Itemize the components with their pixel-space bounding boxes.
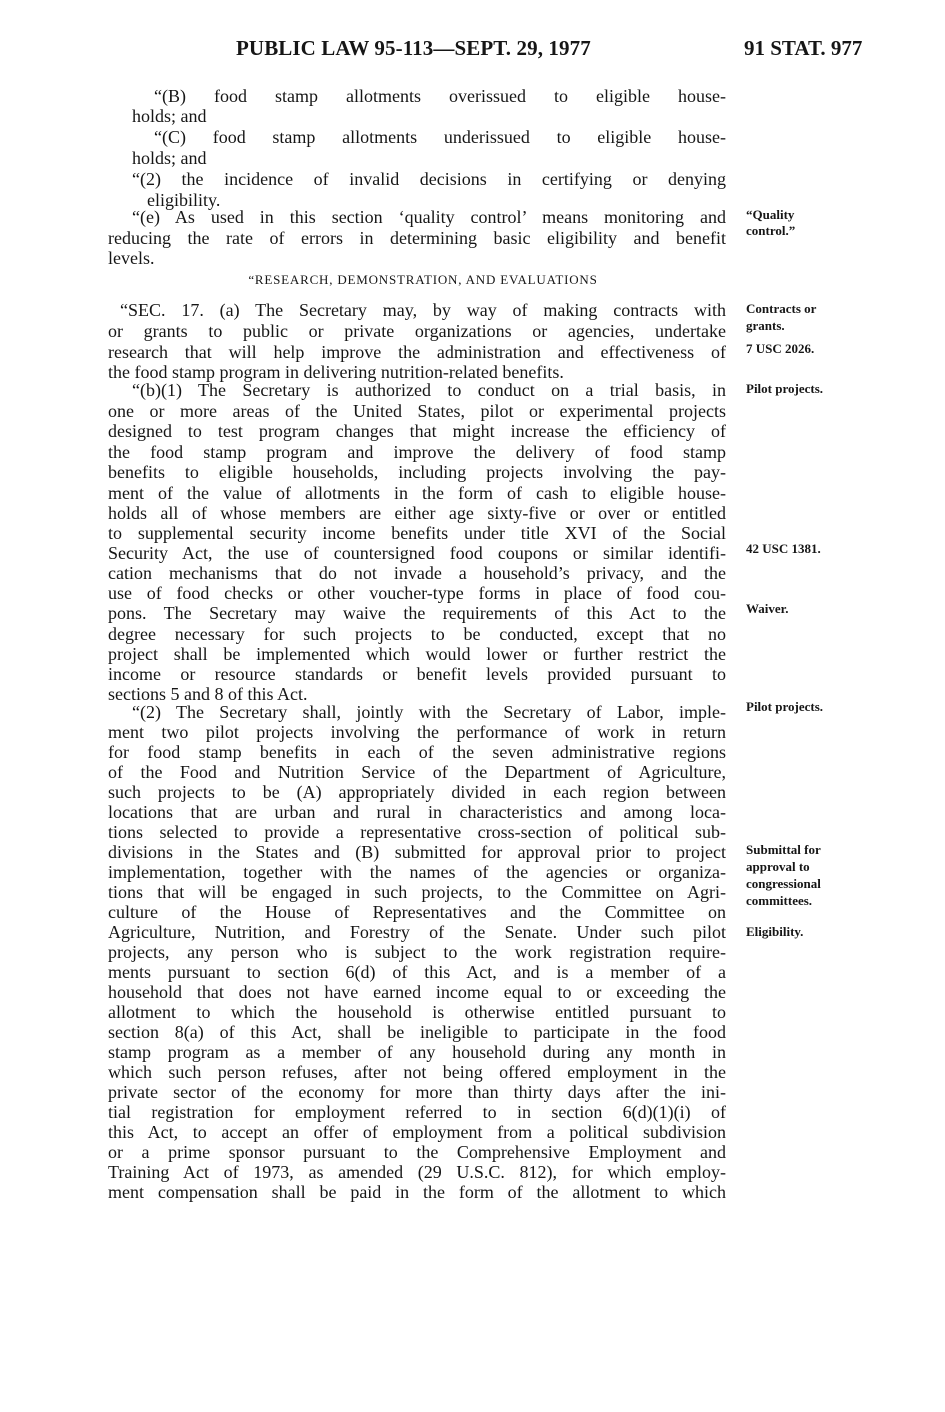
margin-note: “Quality [746, 207, 795, 222]
text-line: the food stamp program and improve the delivery of food stamp [108, 442, 726, 462]
margin-note: committees. [746, 893, 813, 908]
text-line: degree necessary for such projects to be conducted, except that no [108, 624, 726, 644]
text-line: or a prime sponsor pursuant to the Comprehensive Employment and [108, 1142, 726, 1162]
text-line: ments pursuant to section 6(d) of this Act, and is a member of a [108, 962, 726, 982]
text-line: Training Act of 1973, as amended (29 U.S.C. 812), for which employ- [108, 1162, 726, 1182]
text-line: Security Act, the use of countersigned food coupons or similar identifi- [108, 543, 726, 563]
text-line: holds all of whose members are either age sixty-five or over or entitled [108, 503, 726, 523]
text-line: or grants to public or private organizations or agencies, undertake [108, 321, 726, 341]
text-line: Agriculture, Nutrition, and Forestry of the Senate. Under such pilot [108, 922, 726, 942]
text-line: levels. [108, 248, 155, 268]
text-line: implementation, together with the names of the agencies or organiza- [108, 862, 726, 882]
text-line: “(C) food stamp allotments underissued to eligible house- [154, 127, 726, 147]
running-head-title: PUBLIC LAW 95-113—SEPT. 29, 1977 [236, 36, 591, 60]
text-line: eligibility. [147, 190, 221, 210]
text-line: of the Food and Nutrition Service of the Department of Agriculture, [108, 762, 726, 782]
text-line: holds; and [132, 148, 207, 168]
text-line: “(B) food stamp allotments overissued to eligible house- [154, 86, 726, 106]
text-line: “(2) The Secretary shall, jointly with the Secretary of Labor, imple- [132, 702, 726, 722]
text-line: ment two pilot projects involving the performance of work in return [108, 722, 726, 742]
text-line: pons. The Secretary may waive the requirements of this Act to the [108, 603, 726, 623]
margin-note: 7 USC 2026. [746, 341, 815, 356]
text-line: to supplemental security income benefits under title XVI of the Social [108, 523, 726, 543]
text-line: projects, any person who is subject to the work registration require- [108, 942, 726, 962]
text-line: private sector of the economy for more than thirty days after the ini- [108, 1082, 726, 1102]
text-line: sections 5 and 8 of this Act. [108, 684, 308, 704]
text-line: income or resource standards or benefit levels provided pursuant to [108, 664, 726, 684]
margin-note: Pilot projects. [746, 699, 824, 714]
margin-note: congressional [746, 876, 821, 891]
text-line: locations that are urban and rural in characteristics and among loca- [108, 802, 726, 822]
text-line: culture of the House of Representatives and the Committee on [108, 902, 726, 922]
margin-note: grants. [746, 318, 785, 333]
running-head-page-number: 91 STAT. 977 [744, 36, 863, 60]
text-line: project shall be implemented which would lower or further restrict the [108, 644, 726, 664]
text-line: “SEC. 17. (a) The Secretary may, by way of making contracts with [120, 300, 726, 320]
text-line: which such person refuses, after not being offered employment in the [108, 1062, 726, 1082]
margin-note: Submittal for [746, 842, 821, 857]
text-line: use of food checks or other voucher-type forms in place of food cou- [108, 583, 726, 603]
text-line: holds; and [132, 106, 207, 126]
section-heading: “RESEARCH, DEMONSTRATION, AND EVALUATIONS [248, 272, 598, 287]
text-line: “(e) As used in this section ‘quality control’ means monitoring and [132, 207, 726, 227]
text-line: “(2) the incidence of invalid decisions in certifying or denying [132, 169, 726, 189]
margin-note: Waiver. [746, 601, 789, 616]
text-line: ment compensation shall be paid in the form of the allotment to which [108, 1182, 726, 1202]
text-line: the food stamp program in delivering nutrition-related benefits. [108, 362, 564, 382]
margin-note: Pilot projects. [746, 381, 824, 396]
text-line: one or more areas of the United States, pilot or experimental projects [108, 401, 726, 421]
margin-note: Eligibility. [746, 924, 804, 939]
text-line: this Act, to accept an offer of employment from a political subdivision [108, 1122, 726, 1142]
text-line: divisions in the States and (B) submitted for approval prior to project [108, 842, 726, 862]
text-line: cation mechanisms that do not invade a household’s privacy, and the [108, 563, 726, 583]
margin-note: approval to [746, 859, 810, 874]
margin-note: control.” [746, 223, 796, 238]
text-line: benefits to eligible households, including projects involving the pay- [108, 462, 726, 482]
text-line: ment of the value of allotments in the form of cash to eligible house- [108, 483, 726, 503]
margin-note: 42 USC 1381. [746, 541, 821, 556]
text-line: such projects to be (A) appropriately divided in each region between [108, 782, 726, 802]
text-line: household that does not have earned income equal to or exceeding the [108, 982, 726, 1002]
text-line: research that will help improve the administration and effectiveness of [108, 342, 726, 362]
text-line: tial registration for employment referred to in section 6(d)(1)(i) of [108, 1102, 726, 1122]
text-line: allotment to which the household is otherwise entitled pursuant to [108, 1002, 726, 1022]
text-line: stamp program as a member of any household during any month in [108, 1042, 726, 1062]
margin-note: Contracts or [746, 301, 817, 316]
text-line: “(b)(1) The Secretary is authorized to conduct on a trial basis, in [132, 380, 726, 400]
text-line: for food stamp benefits in each of the seven administrative regions [108, 742, 726, 762]
text-line: designed to test program changes that might increase the efficiency of [108, 421, 726, 441]
text-line: tions that will be engaged in such projects, to the Committee on Agri- [108, 882, 726, 902]
text-line: section 8(a) of this Act, shall be ineligible to participate in the food [108, 1022, 726, 1042]
text-line: tions selected to provide a representative cross-section of political sub- [108, 822, 726, 842]
text-line: reducing the rate of errors in determining basic eligibility and benefit [108, 228, 726, 248]
